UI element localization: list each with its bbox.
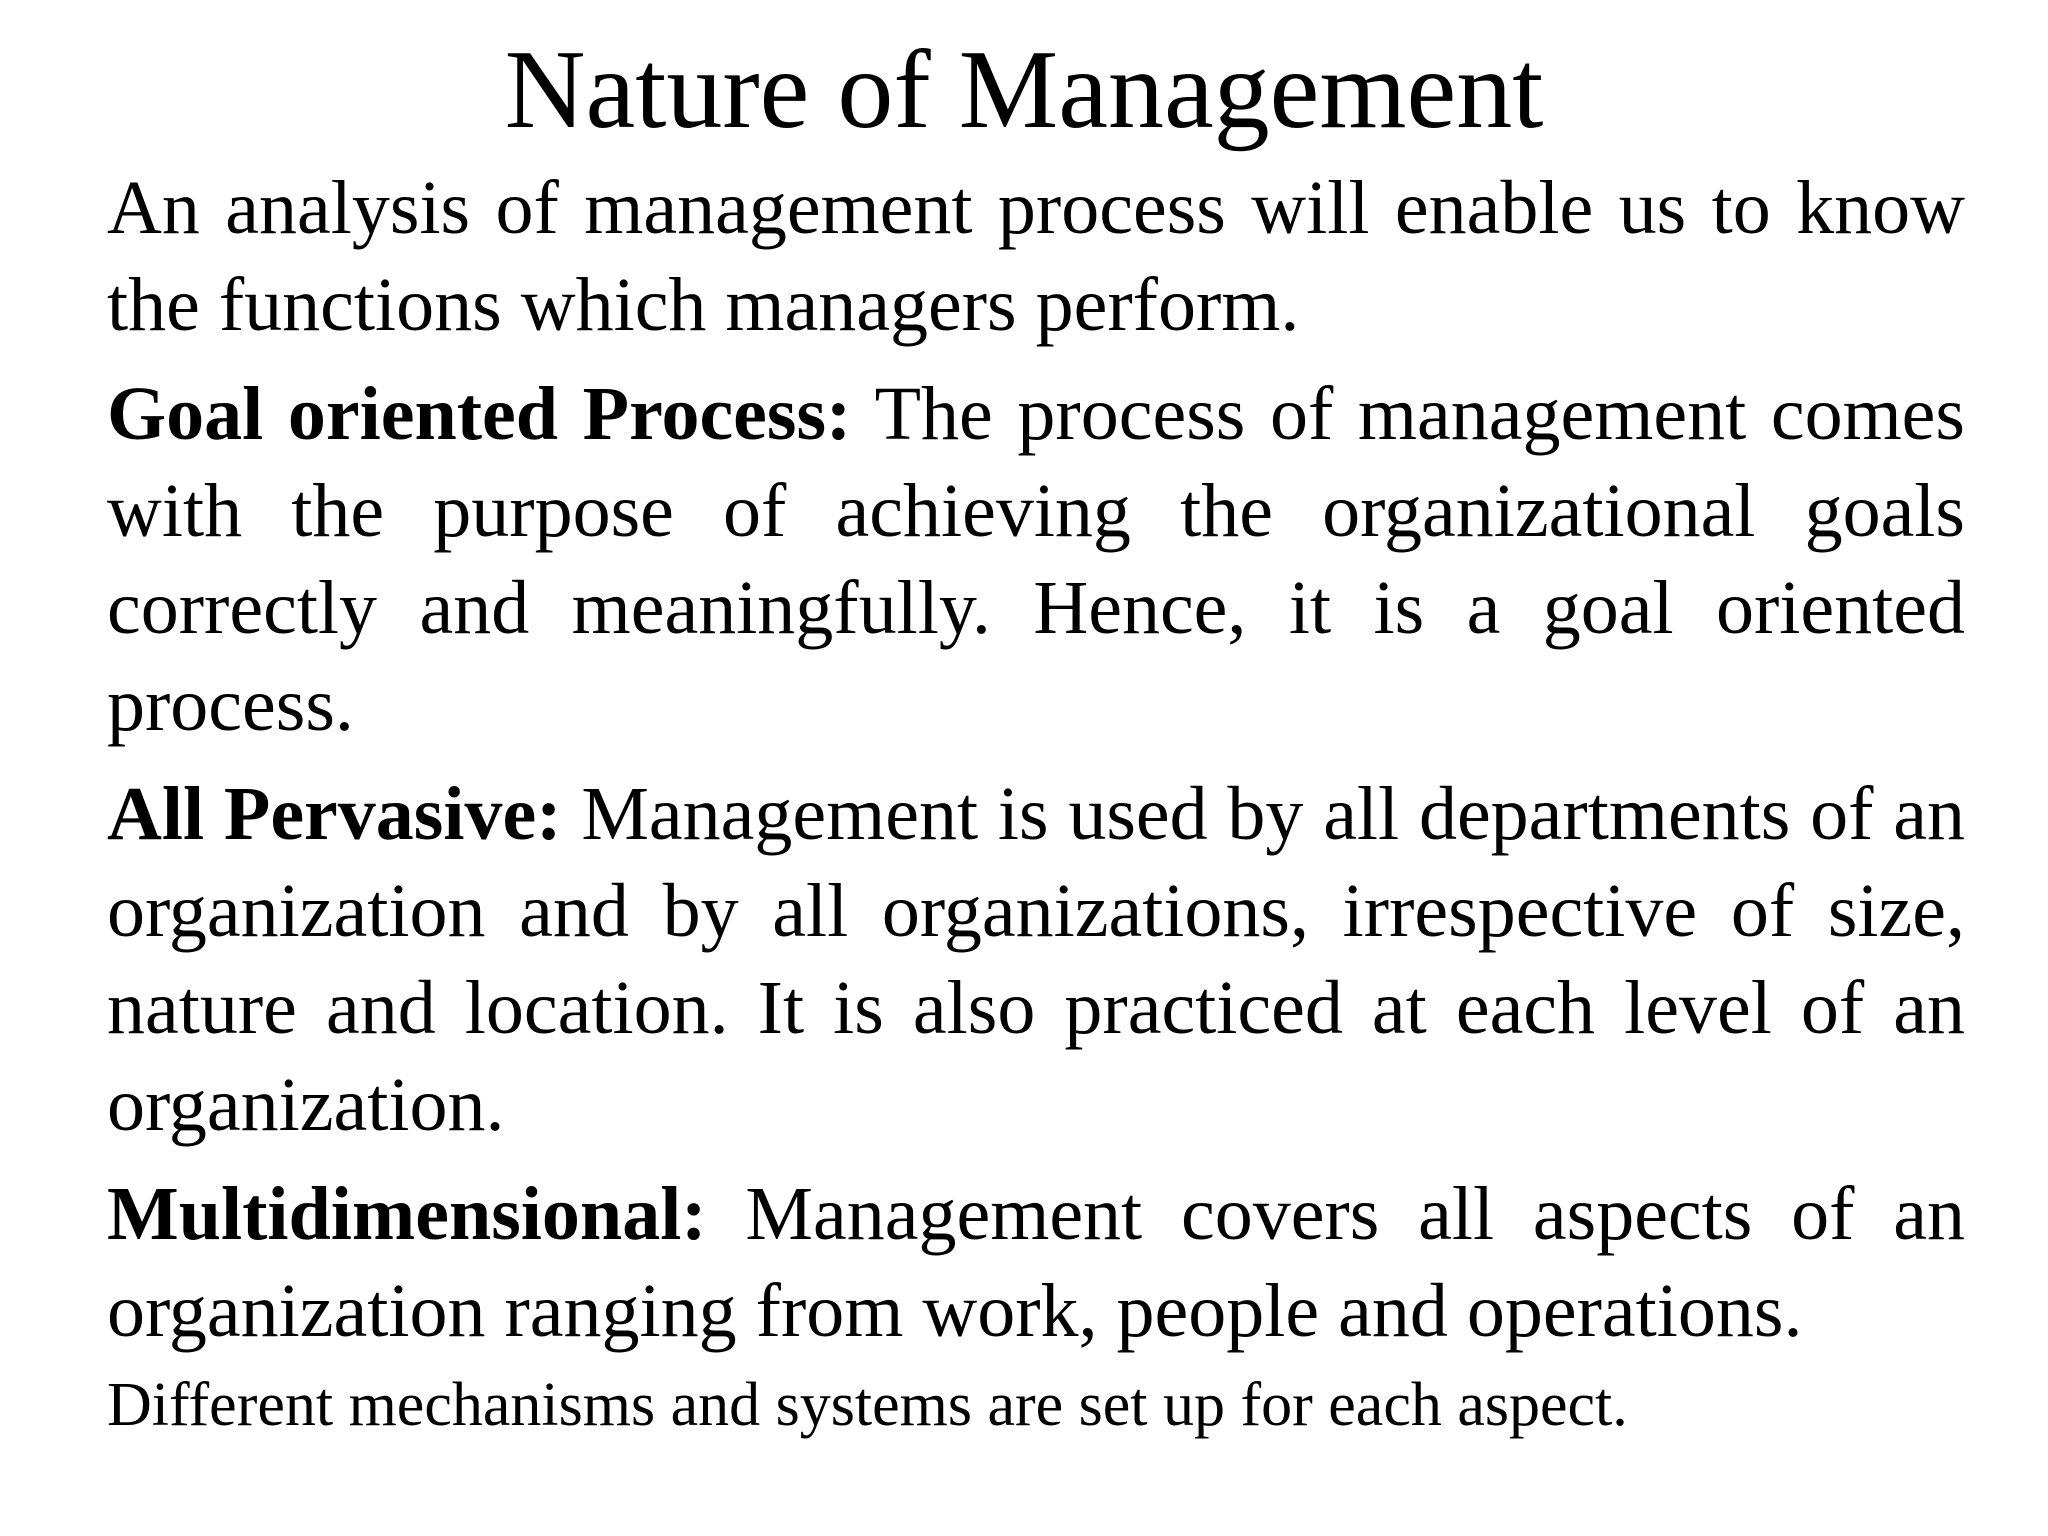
point-term: All Pervasive: [107,772,562,856]
point-all-pervasive [107,766,1965,1154]
slide-content [107,160,1965,1450]
point-text: Management is used by all departments of an organization and by all organizations, irrespective of size, nature and location. It is also practiced at each level of an organization. [107,772,1965,1147]
point-text: The process of management comes with the purpose of achieving the organizational goals correctly and meaningfully. Hence, it is a goal oriented process. [107,372,1965,747]
slide-title: Nature of Management [504,28,1544,152]
point-text: Management covers all aspects of an organization ranging from work, people and operations. [107,1172,1965,1353]
point-tail-text: Different mechanisms and systems are set up for each aspect. [107,1371,1628,1439]
point-term: Multidimensional: [107,1172,707,1256]
point-multidimensional [107,1166,1965,1450]
point-term: Goal oriented Process: [107,372,852,456]
intro-paragraph: An analysis of management process will enable us to know the functions which managers perform. [107,166,1965,347]
point-goal-oriented [107,366,1965,754]
